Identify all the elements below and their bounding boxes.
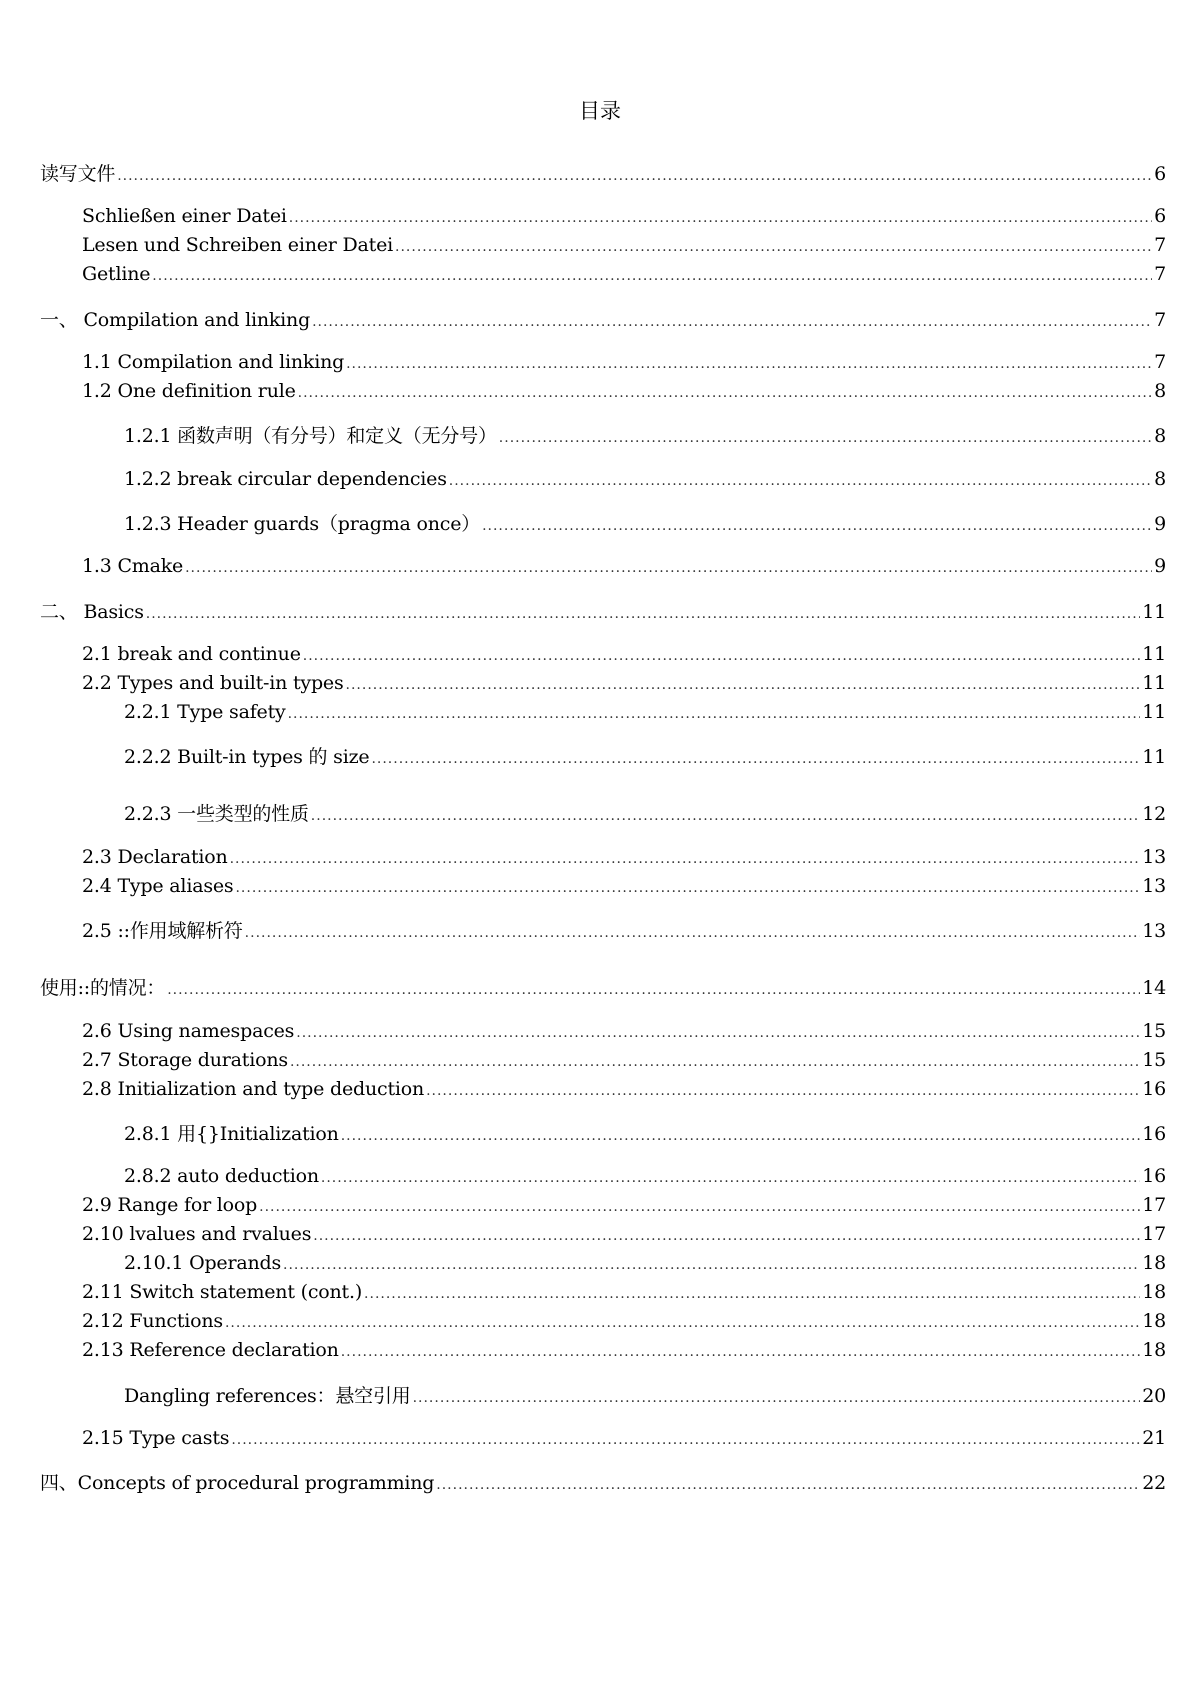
- toc-entry[interactable]: [82, 1336, 1166, 1366]
- toc-entry[interactable]: [82, 1278, 1166, 1308]
- toc-dot-leader: [499, 422, 1152, 452]
- toc-page-number: 18: [1142, 1339, 1166, 1361]
- toc-dot-leader: [289, 202, 1152, 232]
- toc-page-number: 15: [1142, 1049, 1166, 1071]
- toc-entry[interactable]: [124, 698, 1166, 728]
- toc-entry-label: 2.13 Reference declaration: [82, 1339, 339, 1361]
- toc-page-number: 7: [1154, 234, 1166, 256]
- toc-entry-label: 2.2.1 Type safety: [124, 701, 286, 723]
- toc-entry[interactable]: [82, 1220, 1166, 1250]
- toc-page-number: 8: [1154, 468, 1166, 490]
- toc-entry[interactable]: [40, 598, 1166, 628]
- toc-page-number: 9: [1154, 513, 1166, 535]
- toc-dot-leader: [395, 231, 1152, 261]
- toc-dot-leader: [152, 260, 1152, 290]
- toc-dot-leader: [413, 1382, 1141, 1412]
- toc-entry[interactable]: [82, 1075, 1166, 1105]
- toc-entry[interactable]: [82, 917, 1166, 947]
- toc-entry-label: 2.6 Using namespaces: [82, 1020, 295, 1042]
- toc-dot-leader: [146, 598, 1140, 628]
- toc-dot-leader: [235, 872, 1140, 902]
- toc-page-number: 15: [1142, 1020, 1166, 1042]
- toc-entry[interactable]: [124, 1120, 1166, 1150]
- toc-entry[interactable]: [124, 800, 1166, 830]
- toc-page-number: 18: [1142, 1310, 1166, 1332]
- toc-entry-label: 2.15 Type casts: [82, 1427, 230, 1449]
- toc-page-number: 16: [1142, 1165, 1166, 1187]
- toc-entry[interactable]: [82, 872, 1166, 902]
- toc-page-number: 17: [1142, 1194, 1166, 1216]
- toc-entry-label: 2.5 ::作用域解析符: [82, 920, 243, 942]
- toc-page-number: 7: [1154, 309, 1166, 331]
- toc-entry[interactable]: [82, 377, 1166, 407]
- toc-page-number: 11: [1142, 672, 1166, 694]
- toc-entry[interactable]: [124, 743, 1166, 773]
- toc-page-number: 7: [1154, 263, 1166, 285]
- toc-entry-label: 2.8.2 auto deduction: [124, 1165, 319, 1187]
- toc-entry-label: 2.8.1 用{}Initialization: [124, 1123, 339, 1145]
- toc-dot-leader: [321, 1162, 1140, 1192]
- toc-dot-leader: [426, 1075, 1140, 1105]
- toc-page-number: 21: [1142, 1427, 1166, 1449]
- toc-page-number: 11: [1142, 643, 1166, 665]
- toc-entry[interactable]: [82, 1191, 1166, 1221]
- toc-entry-label: 2.10.1 Operands: [124, 1252, 282, 1274]
- toc-entry[interactable]: [124, 1382, 1166, 1412]
- toc-page-number: 11: [1142, 746, 1166, 768]
- toc-entry[interactable]: [82, 669, 1166, 699]
- toc-entry-label: Schließen einer Datei: [82, 205, 287, 227]
- toc-entry-label: 一、 Compilation and linking: [40, 309, 311, 331]
- toc-dot-leader: [225, 1307, 1140, 1337]
- toc-dot-leader: [283, 1249, 1140, 1279]
- toc-dot-leader: [312, 306, 1152, 336]
- toc-entry-label: 读写文件: [40, 163, 116, 185]
- toc-dot-leader: [341, 1336, 1141, 1366]
- toc-entry-label: 2.9 Range for loop: [82, 1194, 258, 1216]
- toc-page-number: 13: [1142, 846, 1166, 868]
- toc-entry-label: 2.7 Storage durations: [82, 1049, 288, 1071]
- toc-entry[interactable]: [40, 306, 1166, 336]
- toc-entry-label: 1.2.2 break circular dependencies: [124, 468, 447, 490]
- toc-entry[interactable]: [82, 552, 1166, 582]
- toc-page-number: 18: [1142, 1252, 1166, 1274]
- toc-page-number: 22: [1142, 1472, 1166, 1494]
- toc-dot-leader: [371, 743, 1140, 773]
- toc-dot-leader: [259, 1191, 1140, 1221]
- toc-page-number: 13: [1142, 875, 1166, 897]
- toc-entry-label: 1.3 Cmake: [82, 555, 184, 577]
- toc-dot-leader: [290, 1046, 1140, 1076]
- toc-dot-leader: [231, 1424, 1140, 1454]
- toc-entry[interactable]: [82, 1424, 1166, 1454]
- toc-entry[interactable]: [40, 974, 1166, 1004]
- toc-entry[interactable]: [124, 1249, 1166, 1279]
- toc-entry[interactable]: [82, 231, 1166, 261]
- toc-entry-label: 使用::的情况：: [40, 977, 166, 999]
- toc-entry[interactable]: [82, 843, 1166, 873]
- toc-entry-label: 2.2.2 Built-in types 的 size: [124, 746, 370, 768]
- toc-entry-label: 1.2.1 函数声明（有分号）和定义（无分号）: [124, 425, 497, 447]
- toc-entry[interactable]: [82, 1307, 1166, 1337]
- toc-entry[interactable]: [124, 1162, 1166, 1192]
- toc-page-number: 12: [1142, 803, 1166, 825]
- toc-entry[interactable]: [82, 1017, 1166, 1047]
- toc-page-number: 17: [1142, 1223, 1166, 1245]
- toc-entry-label: 1.2.3 Header guards（pragma once）: [124, 513, 481, 535]
- toc-dot-leader: [288, 698, 1141, 728]
- toc-dot-leader: [346, 669, 1141, 699]
- toc-dot-leader: [311, 800, 1140, 830]
- toc-entry-label: 2.8 Initialization and type deduction: [82, 1078, 425, 1100]
- toc-entry[interactable]: [124, 465, 1166, 495]
- toc-entry-label: 2.11 Switch statement (cont.): [82, 1281, 363, 1303]
- toc-page-number: 11: [1142, 601, 1166, 623]
- toc-dot-leader: [303, 640, 1140, 670]
- toc-entry-label: 四、Concepts of procedural programming: [40, 1472, 435, 1494]
- toc-entry-label: Lesen und Schreiben einer Datei: [82, 234, 394, 256]
- toc-page-number: 16: [1142, 1123, 1166, 1145]
- toc-entry[interactable]: [82, 348, 1166, 378]
- toc-page-number: 13: [1142, 920, 1166, 942]
- toc-dot-leader: [313, 1220, 1140, 1250]
- toc-dot-leader: [245, 917, 1141, 947]
- toc-entry-label: 2.12 Functions: [82, 1310, 223, 1332]
- toc-entry[interactable]: [82, 1046, 1166, 1076]
- toc-entry[interactable]: [124, 510, 1166, 540]
- toc-dot-leader: [230, 843, 1141, 873]
- toc-dot-leader: [185, 552, 1152, 582]
- toc-dot-leader: [298, 377, 1152, 407]
- toc-entry-label: Getline: [82, 263, 151, 285]
- toc-entry[interactable]: [82, 640, 1166, 670]
- toc-entry-label: 2.4 Type aliases: [82, 875, 234, 897]
- toc-dot-leader: [167, 974, 1140, 1004]
- toc-entry-label: 二、 Basics: [40, 601, 144, 623]
- toc-title: 目录: [579, 99, 621, 123]
- toc-entry-label: 1.1 Compilation and linking: [82, 351, 345, 373]
- toc-page-number: 16: [1142, 1078, 1166, 1100]
- toc-dot-leader: [482, 510, 1152, 540]
- toc-entry-label: 2.2.3 一些类型的性质: [124, 803, 309, 825]
- toc-page-number: 8: [1154, 380, 1166, 402]
- toc-dot-leader: [341, 1120, 1141, 1150]
- toc-entry[interactable]: [82, 202, 1166, 232]
- toc-entry-label: 2.2 Types and built-in types: [82, 672, 344, 694]
- toc-dot-leader: [449, 465, 1152, 495]
- toc-page-number: 6: [1154, 163, 1166, 185]
- toc-page-number: 6: [1154, 205, 1166, 227]
- toc-page-number: 20: [1142, 1385, 1166, 1407]
- toc-entry-label: Dangling references：悬空引用: [124, 1385, 411, 1407]
- toc-entry-label: 2.3 Declaration: [82, 846, 228, 868]
- toc-page-number: 11: [1142, 701, 1166, 723]
- toc-page-number: 18: [1142, 1281, 1166, 1303]
- toc-dot-leader: [296, 1017, 1140, 1047]
- toc-page-number: 9: [1154, 555, 1166, 577]
- toc-entry[interactable]: [124, 422, 1166, 452]
- toc-dot-leader: [364, 1278, 1140, 1308]
- toc-dot-leader: [346, 348, 1152, 378]
- toc-page-number: 8: [1154, 425, 1166, 447]
- toc-page-number: 14: [1142, 977, 1166, 999]
- toc-entry-label: 2.10 lvalues and rvalues: [82, 1223, 312, 1245]
- toc-dot-leader: [436, 1469, 1140, 1499]
- toc-entry[interactable]: [40, 1469, 1166, 1499]
- toc-page-number: 7: [1154, 351, 1166, 373]
- toc-dot-leader: [117, 160, 1152, 190]
- toc-entry-label: 2.1 break and continue: [82, 643, 301, 665]
- toc-entry-label: 1.2 One definition rule: [82, 380, 296, 402]
- toc-entry[interactable]: [40, 160, 1166, 190]
- toc-entry[interactable]: [82, 260, 1166, 290]
